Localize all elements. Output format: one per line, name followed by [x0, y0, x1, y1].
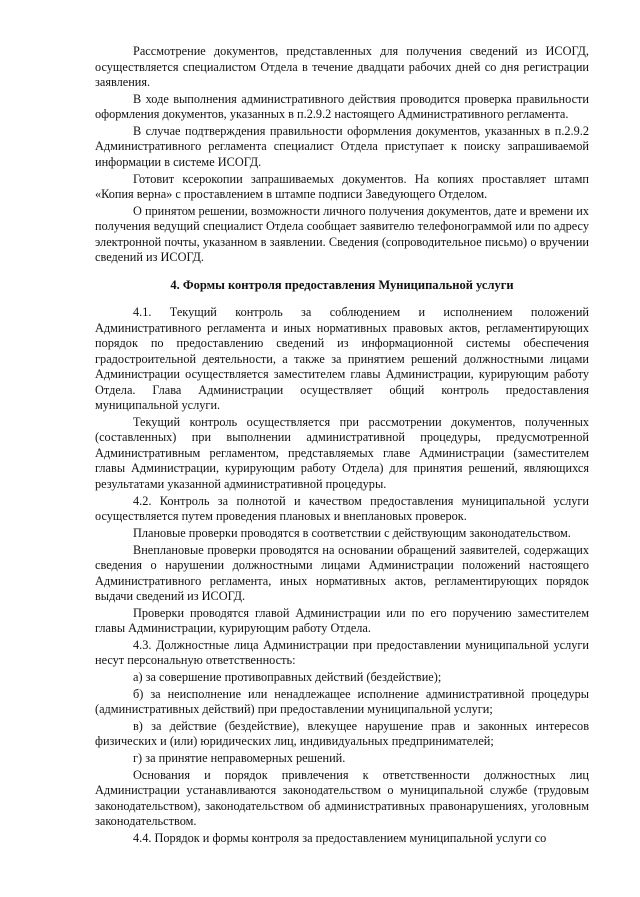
list-item-a: а) за совершение противоправных действий (бездействие);: [133, 670, 442, 685]
paragraph-planned-checks: Плановые проверки проводятся в соответствии с действующим законодательством.: [133, 525, 571, 540]
document-body: [95, 44, 589, 848]
paragraph-unplanned-checks: Внеплановые проверки проводятся на основании обращений заявителей, содержащих сведения о нарушении должностными лицами Администрации положений настоящего Административного регламента, иных нормативных актов, регламентирующих порядок выдачи сведений из ИСОГД.: [95, 542, 589, 603]
paragraph-current-control: Текущий контроль осуществляется при рассмотрении документов, полученных (составленных) при выполнении административной процедуры, предусмотренной Административным регламентом, представляемых главе Администрации (заместителем главы Администрации, курирующим работу Отдела) для принятия решений, являющихся результатами указанной административной процедуры.: [95, 414, 589, 491]
paragraph-4-3: 4.3. Должностные лица Администрации при предоставлении муниципальной услуги несут персональную ответственность:: [95, 637, 589, 668]
paragraph-notification: О принятом решении, возможности личного получения документов, дате и времени их получения ведущий специалист Отдела сообщает заявителю телефонограммой или по адресу электронной почты, указанном в заявлении. Сведения (сопроводительное письмо) о вручении сведений из ИСОГД.: [95, 203, 589, 265]
paragraph-search-info: В случае подтверждения правильности оформления документов, указанных в п.2.9.2 Административного регламента специалист Отдела приступает к поиску запрашиваемой информации в системе ИСОГД.: [95, 123, 589, 169]
paragraph-check-correctness: В ходе выполнения административного действия проводится проверка правильности оформления документов, указанных в п.2.9.2 настоящего Административного регламента.: [95, 91, 589, 122]
section-heading: 4. Формы контроля предоставления Муниципальной услуги: [170, 277, 514, 292]
list-item-v: в) за действие (бездействие), влекущее нарушение прав и законных интересов физических и (или) юридических лиц, индивидуальных предпринимателей;: [95, 718, 589, 749]
paragraph-checks-performed: Проверки проводятся главой Администрации или по его поручению заместителем главы Администрации, курирующим работу Отдела.: [95, 605, 589, 636]
paragraph-liability: Основания и порядок привлечения к ответственности должностных лиц Администрации устанавливаются законодательством о муниципальной службе (трудовым законодательством), законодательством об административных правонарушениях, уголовным законодательством.: [95, 767, 589, 829]
paragraph-copies: Готовит ксерокопии запрашиваемых документов. На копиях проставляет штамп «Копия верна» с проставлением в штампе подписи Заведующего Отделом.: [95, 171, 589, 202]
paragraph-4-2: 4.2. Контроль за полнотой и качеством предоставления муниципальной услуги осуществляется путем проведения плановых и внеплановых проверок.: [95, 493, 589, 524]
paragraph-4-1: 4.1. Текущий контроль за соблюдением и исполнением положений Административного регламента и иных нормативных правовых актов, регламентирующих порядок по предоставлению сведений из информационной системы обеспечения градостроительной деятельности, а также за принятием решений должностными лицами Администрации осуществляется заместителем главы Администрации, курирующим работу Отдела. Глава Администрации осуществляет общий контроль предоставления муниципальной услуги.: [95, 305, 589, 413]
list-item-b: б) за неисполнение или ненадлежащее исполнение административной процедуры (административных действий) при предоставлении муниципальной услуги;: [95, 686, 589, 717]
paragraph-review-period: Рассмотрение документов, представленных для получения сведений из ИСОГД, осуществляется специалистом Отдела в течение двадцати рабочих дней со дня регистрации заявления.: [95, 44, 589, 89]
list-item-g: г) за принятие неправомерных решений.: [133, 751, 346, 766]
paragraph-4-4: 4.4. Порядок и формы контроля за предоставлением муниципальной услуги со: [133, 831, 547, 845]
